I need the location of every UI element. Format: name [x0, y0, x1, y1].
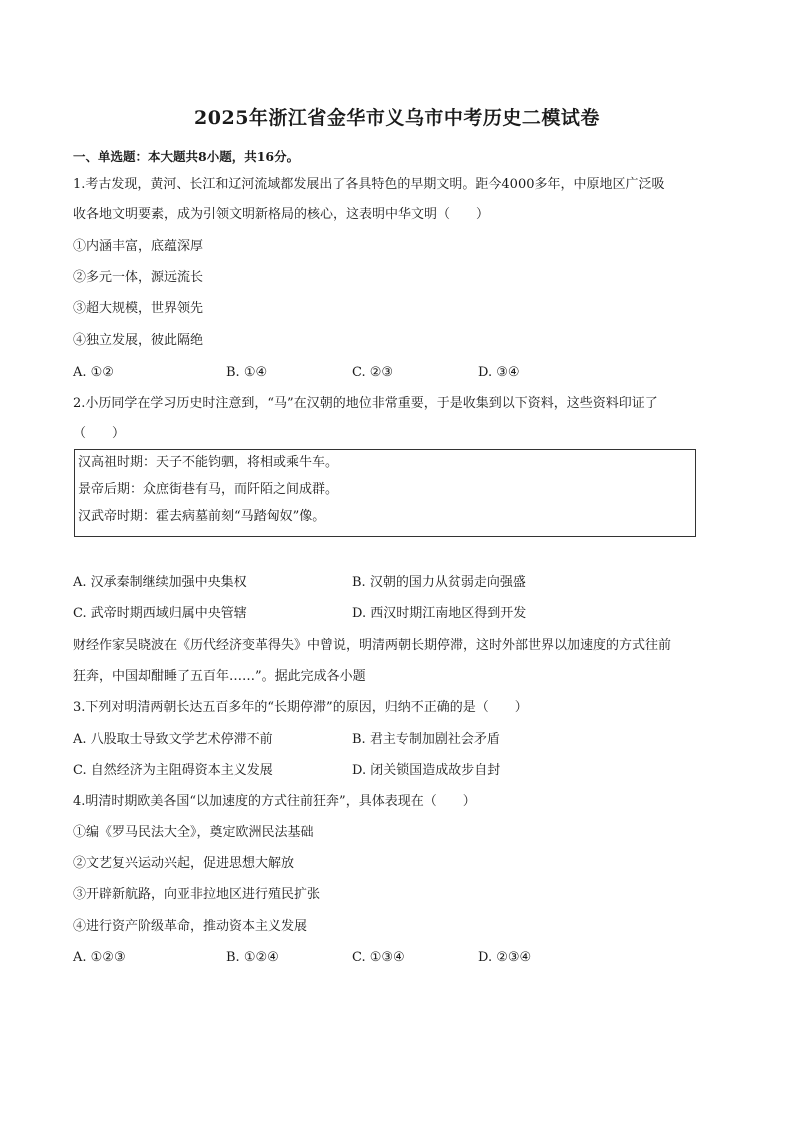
q1-item-4: ④独立发展，彼此隔绝	[73, 333, 204, 348]
q4-stem: 4.明清时期欧美各国“以加速度的方式往前狂奔”，具体表现在（ ）	[73, 794, 476, 809]
q4-item-2: ②文艺复兴运动兴起，促进思想大解放	[73, 856, 295, 871]
q3-option-d: D. 闭关锁国造成故步自封	[352, 763, 501, 778]
page-title: 2025年浙江省金华市义乌市中考历史二模试卷	[194, 107, 600, 129]
q1-item-3: ③超大规模，世界领先	[73, 301, 204, 316]
q2-source-line-2: 景帝后期：众庶街巷有马，而阡陌之间成群。	[78, 482, 339, 497]
q2-stem-line2: （ ）	[73, 426, 126, 441]
material-line2: 狂奔，中国却酣睡了五百年……”。据此完成各小题	[73, 669, 366, 684]
q4-item-1: ①编《罗马民法大全》，奠定欧洲民法基础	[73, 825, 314, 840]
q4-item-3: ③开辟新航路，向亚非拉地区进行殖民扩张	[73, 887, 321, 902]
q2-option-d: D. 西汉时期江南地区得到开发	[352, 606, 527, 621]
q1-item-2: ②多元一体，源远流长	[73, 270, 204, 285]
q4-option-b: B. ①②④	[226, 950, 279, 965]
q3-stem: 3.下列对明清两朝长达五百多年的“长期停滞”的原因，归纳不正确的是（ ）	[73, 700, 528, 715]
q1-item-1: ①内涵丰富，底蕴深厚	[73, 239, 204, 254]
section-header: 一、单选题：本大题共8小题，共16分。	[73, 149, 300, 164]
q3-option-b: B. 君主专制加剧社会矛盾	[352, 732, 500, 747]
q1-option-c: C. ②③	[352, 365, 394, 380]
q2-source-line-1: 汉高祖时期：天子不能钧驷，将相或乘牛车。	[78, 455, 339, 470]
q1-option-b: B. ①④	[226, 365, 268, 380]
q2-stem-line1: 2.小历同学在学习历史时注意到，“马”在汉朝的地位非常重要，于是收集到以下资料，这些资料印证了	[73, 396, 658, 411]
q2-source-line-3: 汉武帝时期：霍去病墓前刻“马踏匈奴”像。	[78, 509, 326, 524]
q4-option-d: D. ②③④	[478, 950, 532, 965]
q4-item-4: ④进行资产阶级革命，推动资本主义发展	[73, 919, 308, 934]
q4-option-a: A. ①②③	[73, 950, 126, 965]
q3-option-a: A. 八股取士导致文学艺术停滞不前	[73, 732, 273, 747]
q2-option-b: B. 汉朝的国力从贫弱走向强盛	[352, 575, 526, 590]
q4-option-c: C. ①③④	[352, 950, 405, 965]
q2-source-box	[74, 449, 696, 537]
material-line1: 财经作家吴晓波在《历代经济变革得失》中曾说，明清两朝长期停滞，这时外部世界以加速度的方式往前	[73, 638, 672, 653]
q1-option-a: A. ①②	[73, 365, 114, 380]
q1-stem-line1: 1.考古发现，黄河、长江和辽河流域都发展出了各具特色的早期文明。距今4000多年，中原地区广泛吸	[73, 177, 665, 192]
q1-option-d: D. ③④	[478, 365, 520, 380]
q2-option-c: C. 武帝时期西域归属中央管辖	[73, 606, 247, 621]
q2-option-a: A. 汉承秦制继续加强中央集权	[73, 575, 247, 590]
q1-stem-line2: 收各地文明要素，成为引领文明新格局的核心，这表明中华文明（ ）	[73, 207, 490, 222]
q3-option-c: C. 自然经济为主阻碍资本主义发展	[73, 763, 273, 778]
